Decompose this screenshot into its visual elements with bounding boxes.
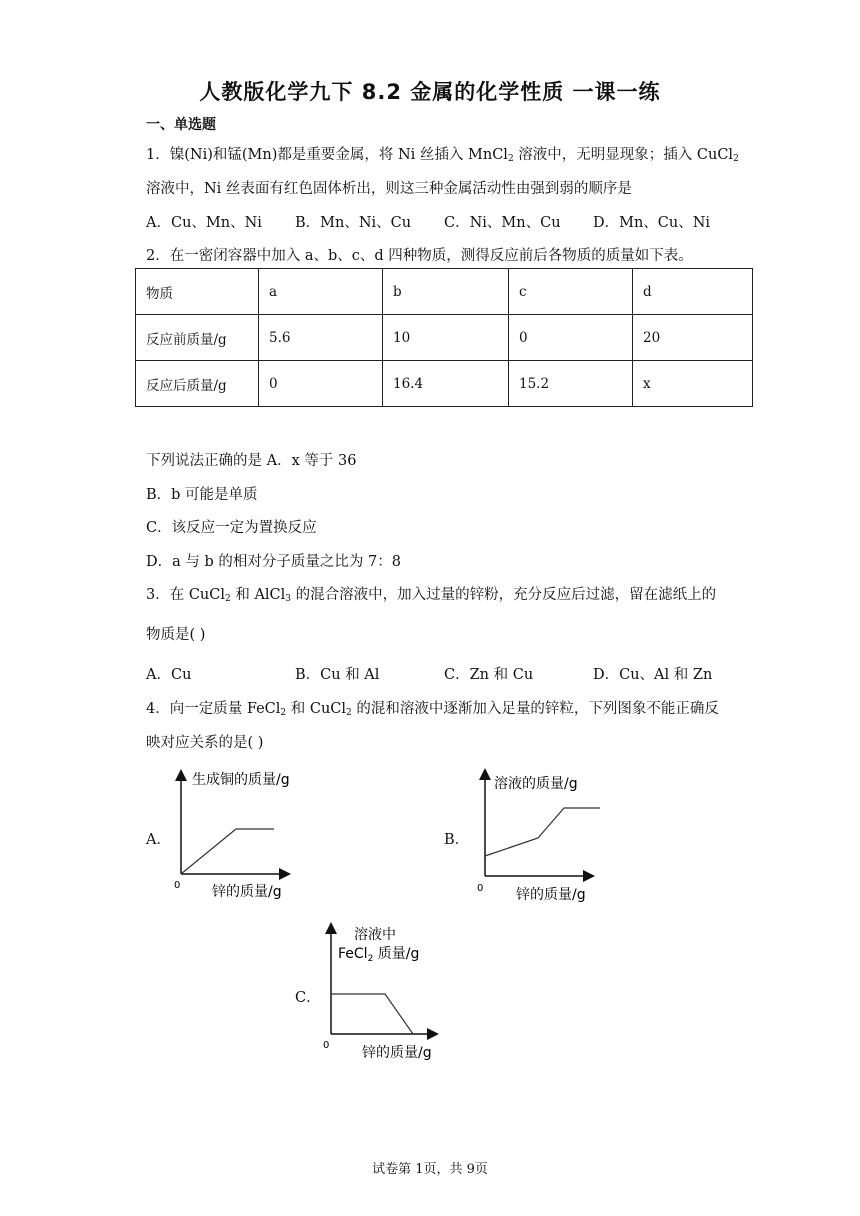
table-cell: a: [259, 269, 383, 315]
table-header-row: [136, 269, 753, 315]
q1-option-a: A．Cu、Mn、Ni: [146, 215, 262, 231]
q3-line1-b: 和 AlCl: [230, 587, 286, 603]
origin-label: 0: [323, 1040, 330, 1051]
q3-line1-a: 3．在 CuCl: [146, 587, 225, 603]
chart-b: [470, 766, 610, 908]
y-axis-label-unit: 质量/g: [373, 946, 420, 962]
x-axis-label: 锌的质量/g: [516, 887, 586, 903]
chart-a-label: A．: [146, 832, 171, 848]
series-line: [331, 994, 413, 1034]
q4-line2: 映对应关系的是( ): [146, 735, 264, 751]
q1-line1: [146, 143, 739, 164]
q3-sub-2: 2: [225, 594, 231, 604]
series-line: [485, 808, 600, 856]
y-axis-label-sub: 2: [367, 954, 374, 964]
table-cell: 10: [383, 315, 509, 361]
q1-sub-2: 2: [733, 154, 739, 164]
origin-label: 0: [477, 883, 484, 894]
table-cell: d: [633, 269, 753, 315]
table-row: [136, 315, 753, 361]
q3-options: [146, 663, 712, 684]
y-axis-label-line1: 溶液中: [354, 927, 396, 943]
q2-stem: 2．在一密闭容器中加入 a、b、c、d 四种物质，测得反应前后各物质的质量如下表。: [146, 248, 693, 264]
q2-option-d: D．a 与 b 的相对分子质量之比为 7：8: [146, 554, 401, 570]
q2-option-a: 下列说法正确的是 A．x 等于 36: [146, 453, 357, 469]
table-row: [136, 361, 753, 407]
q1-line2: 溶液中，Ni 丝表面有红色固体析出，则这三种金属活动性由强到弱的顺序是: [146, 181, 632, 197]
q4-sub-1: 2: [280, 708, 287, 718]
section-heading: 一、单选题: [146, 117, 216, 133]
q4-line1-c: 的混和溶液中逐渐加入足量的锌粒，下列图象不能正确反: [351, 701, 719, 717]
chart-b-label: B．: [444, 832, 470, 848]
page-title: 人教版化学九下 8.2 金属的化学性质 一课一练: [199, 80, 661, 104]
table-cell: 16.4: [383, 361, 509, 407]
q3-line1-c: 的混合溶液中，加入过量的锌粉，充分反应后过滤，留在滤纸上的: [291, 587, 717, 603]
table-cell: b: [383, 269, 509, 315]
x-axis-label: 锌的质量/g: [362, 1045, 432, 1061]
q3-option-c: C．Zn 和 Cu: [444, 667, 534, 683]
q4-line1-a: 4．向一定质量 FeCl: [146, 701, 281, 717]
y-axis-label-formula: FeCl: [338, 946, 368, 962]
q2-option-b: B．b 可能是单质: [146, 487, 258, 503]
table-cell: 5.6: [259, 315, 383, 361]
q1-line1-b: 溶液中，无明显现象；插入 CuCl: [513, 147, 734, 163]
table-cell: 物质: [136, 269, 259, 315]
table-cell: x: [633, 361, 753, 407]
q1-options: [146, 211, 710, 232]
x-axis-label: 锌的质量/g: [212, 884, 282, 900]
table-cell: 反应后质量/g: [136, 361, 259, 407]
q2-option-c: C．该反应一定为置换反应: [146, 520, 317, 536]
y-axis-label-line2: [338, 946, 419, 964]
mass-table: [135, 268, 753, 407]
table-cell: 反应前质量/g: [136, 315, 259, 361]
table-cell: 0: [509, 315, 633, 361]
q4-line1-b: 和 CuCl: [286, 701, 347, 717]
y-axis-label: 溶液的质量/g: [494, 776, 578, 792]
chart-c-label: C．: [295, 990, 321, 1006]
y-axis-label: 生成铜的质量/g: [192, 772, 290, 788]
table-cell: 0: [259, 361, 383, 407]
chart-a: [166, 766, 306, 906]
chart-c: [318, 920, 458, 1066]
q3-sub-3: 3: [285, 594, 292, 604]
q3-option-d: D．Cu、Al 和 Zn: [593, 667, 713, 683]
q3-line1: [146, 583, 716, 604]
q4-sub-2: 2: [346, 708, 352, 718]
table-cell: 20: [633, 315, 753, 361]
q1-option-c: C．Ni、Mn、Cu: [444, 215, 561, 231]
table-cell: 15.2: [509, 361, 633, 407]
q4-line1: [146, 697, 719, 718]
q1-sub-1: 2: [507, 154, 514, 164]
q3-option-a: A．Cu: [146, 667, 192, 683]
origin-label: 0: [174, 880, 181, 891]
series-line: [181, 829, 274, 874]
q1-line1-a: 1．镍(Ni)和锰(Mn)都是重要金属，将 Ni 丝插入 MnCl: [146, 147, 508, 163]
table-cell: c: [509, 269, 633, 315]
q1-option-d: D．Mn、Cu、Ni: [593, 215, 711, 231]
q1-option-b: B．Mn、Ni、Cu: [295, 215, 412, 231]
q3-line2: 物质是( ): [146, 627, 206, 643]
page-footer: 试卷第 1页，共 9页: [372, 1162, 488, 1177]
q3-option-b: B．Cu 和 Al: [295, 667, 380, 683]
